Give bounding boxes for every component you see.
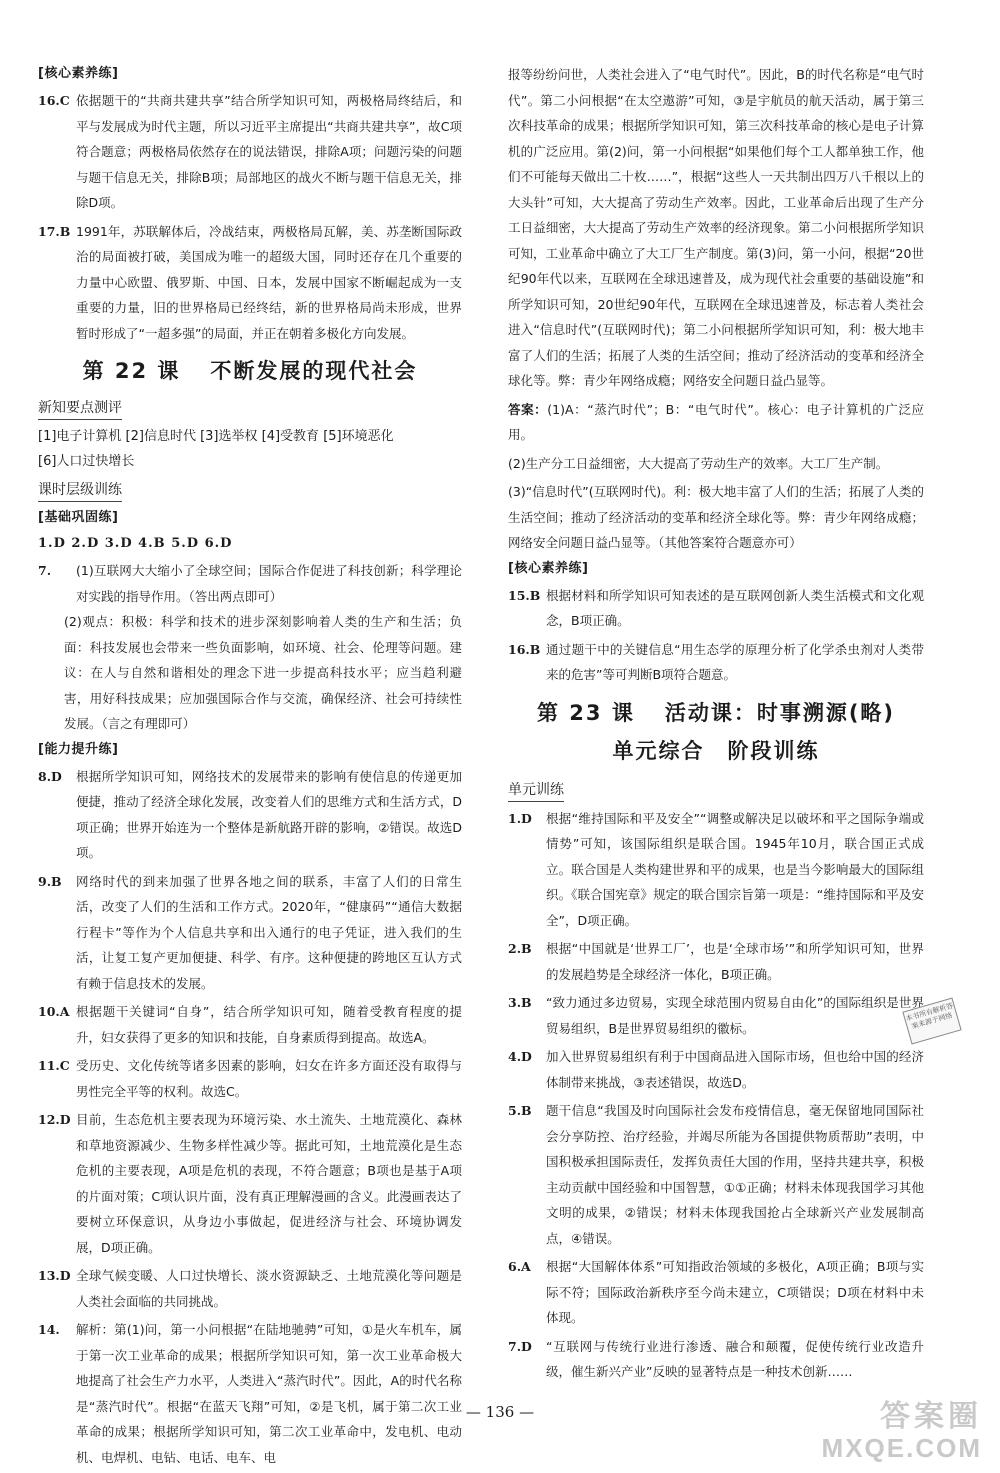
section-label-core-literacy: [核心素养练]: [508, 560, 589, 576]
lesson-23-heading: [508, 698, 924, 728]
section-label-core-literacy: [核心素养练]: [38, 66, 119, 81]
key-points-line: [6]人口过快增长: [38, 454, 135, 469]
watermark-url: MXQE.COM: [821, 1433, 982, 1463]
answer-number: 4.D: [508, 1049, 532, 1064]
answer-number: 9.B: [38, 873, 62, 889]
answer-item-16: [38, 88, 462, 216]
answer-text: “致力通过多边贸易，实现全球范围内贸易自由化”的国际组织是世界贸易组织，B是世界贸易组织的徽标。: [546, 995, 924, 1036]
answer-item-12: [38, 1107, 462, 1260]
lesson-title: 活动课：时事溯源(略): [664, 700, 896, 725]
lesson-number: 第 22 课: [82, 359, 181, 383]
subsection-unit-training: 单元训练: [508, 780, 564, 802]
lesson-number: 第 23 课: [536, 700, 635, 725]
answer-text: 目前，生态危机主要表现为环境污染、水土流失、土地荒漠化、森林和草地资源减少、生物多样性减少等。据此可知，土地荒漠化是生态危机的主要表现，A项是危机的表现，不符合题意；B项也是基于A项的片面对策；C项认识片面，没有真正理解漫画的含义。此漫画表达了要树立环保意识，从身边小事做起，促进经济与社会、环境协调发展，D项正确。: [76, 1112, 462, 1255]
answer-item-9: [38, 869, 462, 997]
answer-item-8: [38, 764, 462, 866]
unit-answer-item-3: [508, 990, 924, 1041]
answer-number: 16.B: [508, 641, 541, 657]
answer-number: 7.D: [508, 1338, 532, 1354]
answer-key-part-1: [508, 397, 924, 448]
answer-item-7: [38, 558, 462, 609]
key-points-line: [1]电子计算机 [2]信息时代 [3]选举权 [4]受教育 [5]环境恶化: [38, 429, 394, 444]
lesson-22-heading: [38, 356, 462, 386]
answer-text: 全球气候变暖、人口过快增长、淡水资源缺乏、土地荒漠化等问题是人类社会面临的共同挑战。: [76, 1268, 462, 1309]
answer-number: 15.B: [508, 587, 541, 603]
answer-key-part-3: (3)“信息时代”(互联网时代)。利：极大地丰富了人们的生活；拓展了人类的生活空间；推动了经济活动的变革和经济全球化等。弊：青少年网络成瘾；网络安全问题日益凸显等。（其他答案符合题意亦可）: [508, 484, 924, 550]
answer-text: 通过题干中的关键信息“用生态学的原理分析了化学杀虫剂对人类带来的危害”等可判断B项符合题意。: [546, 641, 924, 682]
answer-item-10: [38, 999, 462, 1050]
answer-number: 14.: [38, 1322, 60, 1337]
answer-text: (1)互联网大大缩小了全球空间；国际合作促进了科技创新；科学理论对实践的指导作用。（答出两点即可）: [76, 563, 462, 604]
answer-text: 受历史、文化传统等诸多因素的影响，妇女在许多方面还没有取得与男性完全平等的权利。故选C。: [76, 1058, 462, 1099]
answer-number: 1.D: [508, 810, 532, 826]
answer-item-17: [38, 219, 462, 347]
answer-continuation: 报等纷纷问世，人类社会进入了“电气时代”。因此，B的时代名称是“电气时代”。第二小问根据“在太空遨游”可知，③是宇航员的航天活动，属于第三次科技革命的成果；根据所学知识可知，第三次科技革命的核心是电子计算机的广泛应用。第(2)问，第一小问根据“如果他们每个工人都单独工作，他们不可能每天做出二十枚……”，根据“这些人一天共制出四万八千根以上的大头针”可知，大大提高了劳动生产效率。因此，工业革命后出现了生产分工日益细密，大大提高了劳动生产效率的经济现象。第二小问根据所学知识可知，工业革命中确立了大工厂生产制度。第(3)问，第一小问，根据“20世纪90年代以来，互联网在全球迅速普及，成为现代社会重要的基础设施”和所学知识可知，20世纪90年代，互联网在全球迅速普及，标志着人类社会进入“信息时代”(互联网时代)；第二小问根据所学知识可知，利：极大地丰富了人们的生活；拓展了人类的生活空间；推动了经济活动的变革和经济全球化等。弊：青少年网络成瘾；网络安全问题日益凸显等。: [508, 67, 924, 388]
answer-key-text: (1)A：“蒸汽时代”；B：“电气时代”。核心：电子计算机的广泛应用。: [508, 401, 924, 442]
answer-item-14: [38, 1317, 462, 1470]
answer-number: 13.D: [38, 1268, 71, 1283]
answer-continuation: (2)观点：积极：科学和技术的进步深刻影响着人类的生产和生活；负面：科技发展也会带来一些负面影响，如环境、社会、伦理等问题。建议：在人与自然和谐相处的理念下进一步提高科技水平；应当趋利避害，用好科技成果；应加强国际合作与交流，确保经济、社会可持续性发展。（言之有理即可）: [64, 614, 462, 731]
answer-text: 根据题干关键词“自身”，结合所学知识可知，随着受教育程度的提升，妇女获得了更多的知识和技能，自身素质得到提高。故选A。: [76, 1004, 462, 1045]
answer-number: 10.A: [38, 1004, 70, 1019]
unit-answer-item-5: [508, 1098, 924, 1251]
section-label-ability: [能力提升练]: [38, 741, 119, 757]
answer-number: 12.D: [38, 1112, 71, 1127]
unit-answer-item-6: [508, 1254, 924, 1331]
answer-number: 11.C: [38, 1058, 70, 1073]
answer-text: 根据“维持国际和平及安全”“调整或解决足以破坏和平之国际争端或情势”可知，该国际组织是联合国。1945年10月，联合国正式成立。联合国是人类构建世界和平的成果，也是当今影响最大的国际组织。《联合国宪章》规定的联合国宗旨第一项是：“维持国际和平及安全”，D项正确。: [546, 810, 924, 928]
answer-text: 1991年，苏联解体后，冷战结束，两极格局瓦解，美、苏垄断国际政治的局面被打破，美国成为唯一的超级大国，同时还存在几个重要的力量中心欧盟、俄罗斯、中国、日本，发展中国家不断崛起成为一支重要的力量，旧的世界格局已经终结，新的世界格局尚未形成，世界暂时形成了“一超多强”的局面，并正在朝着多极化方向发展。: [76, 223, 462, 341]
answer-number: 6.A: [508, 1259, 531, 1274]
answer-text: 解析：第(1)问，第一小问根据“在陆地驰骋”可知，①是火车机车，属于第一次工业革命的成果；根据所学知识可知，第一次工业革命极大地提高了社会生产力水平，人类进入“蒸汽时代”。因此，A的时代名称是“蒸汽时代”。根据“在蓝天飞翔”可知，②是飞机，属于第二次工业革命的成果；根据所学知识可知，第二次工业革命中，发电机、电动机、电焊机、电钻、电话、电车、电: [76, 1322, 462, 1465]
site-watermark: [792, 1400, 982, 1462]
answer-item-15: [508, 583, 924, 634]
multiple-choice-answers: 1.D 2.D 3.D 4.B 5.D 6.D: [38, 536, 233, 551]
section-label-basic: [基础巩固练]: [38, 510, 119, 525]
answer-number: 16.C: [38, 93, 70, 108]
watermark-logo-text: 答案圈: [880, 1400, 982, 1433]
answer-label: 答案：: [508, 401, 548, 417]
subsection-lesson-training: 课时层级训练: [38, 480, 122, 502]
answer-text: 依据题干的“共商共建共享”结合所学知识可知，两极格局终结后，和平与发展成为时代主题，所以习近平主席提出“共商共建共享”，故C项符合题意；两极格局依然存在的说法错误，排除A项；问题污染的问题与题干信息无关，排除B项；局部地区的战火不断与题干信息无关，排除D项。: [76, 93, 462, 210]
unit-answer-item-7: [508, 1334, 924, 1385]
answer-number: 3.B: [508, 995, 532, 1010]
answer-text: 加入世界贸易组织有利于中国商品进入国际市场，但也给中国的经济体制带来挑战，③表述错误，故选D。: [546, 1049, 924, 1090]
answer-text: 网络时代的到来加强了世界各地之间的联系，丰富了人们的日常生活，改变了人们的生活和工作方式。2020年，“健康码”“通信大数据行程卡”等作为个人信息共享和出入通行的电子凭证，进入我们的生活，让复工复产更加便捷、科学、有序。这种便捷的跨地区互认方式有赖于信息技术的发展。: [76, 873, 462, 991]
answer-key-part-2: (2)生产分工日益细密，大大提高了劳动生产的效率。大工厂生产制。: [508, 455, 889, 471]
answer-number: 5.B: [508, 1103, 532, 1118]
left-column: [38, 62, 462, 1473]
lesson-title: 不断发展的现代社会: [210, 359, 418, 383]
answer-number: 8.D: [38, 768, 62, 784]
stamp-mark: 本书所有解析答案来源于网络: [902, 997, 961, 1044]
answer-item-13: [38, 1263, 462, 1314]
answer-item-11: [38, 1053, 462, 1104]
answer-number: 2.B: [508, 941, 532, 956]
right-column: [508, 62, 924, 1388]
answer-text: 根据所学知识可知，网络技术的发展带来的影响有使信息的传递更加便捷，推动了经济全球化发展，改变着人们的思维方式和生活方式，D项正确；世界开始连为一个整体是新航路开辟的影响，②错误。故选D项。: [76, 768, 462, 860]
subsection-new-knowledge: 新知要点测评: [38, 398, 122, 420]
answer-number: 7.: [38, 563, 52, 578]
answer-text: 题干信息“我国及时向国际社会发布疫情信息，毫无保留地同国际社会分享防控、治疗经验，并竭尽所能为各国提供物质帮助”表明，中国积极承担国际责任，发挥负责任大国的作用，坚持共建共享，积极主动贡献中国经验和中国智慧，①①正确；材料未体现我国学习其他文明的成果，②错误；材料未体现我国抢占全球新兴产业发展制高点，④错误。: [546, 1103, 924, 1246]
unit-answer-item-2: [508, 936, 924, 987]
answer-text: “互联网与传统行业进行渗透、融合和颠覆，促使传统行业改造升级，催生新兴产业”反映的显著特点是一种技术创新……: [546, 1338, 924, 1379]
answer-text: 根据材料和所学知识可知表述的是互联网创新人类生活模式和文化观念，B项正确。: [546, 587, 924, 628]
unit-review-heading: 单元综合 阶段训练: [612, 738, 820, 763]
unit-answer-item-1: [508, 806, 924, 934]
unit-answer-item-4: [508, 1044, 924, 1095]
answer-number: 17.B: [38, 223, 71, 239]
page-number: — 136 —: [465, 1403, 535, 1421]
answer-text: 根据“中国就是‘世界工厂’，也是‘全球市场’”和所学知识可知，世界的发展趋势是全球经济一体化，B项正确。: [546, 941, 924, 982]
answer-text: 根据“大国解体体系”可知指政治领域的多极化，A项正确；B项与实际不符；国际政治新秩序至今尚未建立，C项错误；D项在材料中未体现。: [546, 1259, 924, 1325]
answer-item-16: [508, 637, 924, 688]
